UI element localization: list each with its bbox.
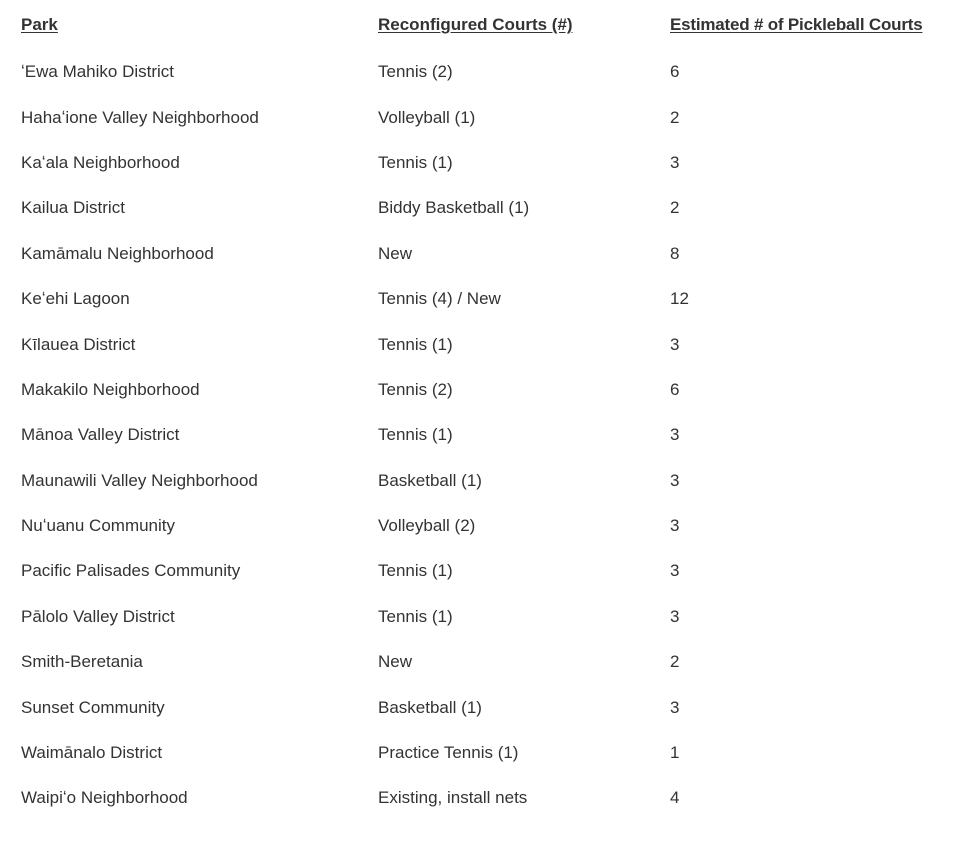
park-cell: Hahaʻione Valley Neighborhood	[21, 107, 259, 127]
table-header-row	[21, 0, 980, 49]
reconfigured-cell: Volleyball (1)	[378, 107, 476, 127]
table-row	[21, 49, 980, 94]
reconfigured-cell: Basketball (1)	[378, 470, 482, 490]
estimated-cell: 3	[670, 561, 680, 581]
reconfigured-cell: Tennis (4) / New	[378, 289, 501, 309]
estimated-cell: 3	[670, 516, 680, 536]
park-cell: Maunawili Valley Neighborhood	[21, 470, 258, 490]
table-row	[21, 684, 980, 729]
reconfigured-cell: Tennis (1)	[378, 152, 453, 172]
reconfigured-cell: Tennis (1)	[378, 561, 453, 581]
estimated-cell: 2	[670, 198, 680, 218]
reconfigured-cell: Tennis (1)	[378, 606, 453, 626]
park-cell: Waimānalo District	[21, 743, 163, 763]
table-row	[21, 231, 980, 276]
park-cell: Nuʻuanu Community	[21, 516, 176, 536]
table-row	[21, 276, 980, 321]
table-row	[21, 321, 980, 366]
estimated-cell: 3	[670, 334, 680, 354]
park-cell: ʻEwa Mahiko District	[21, 62, 175, 82]
estimated-cell: 12	[670, 289, 689, 309]
park-cell: Kamāmalu Neighborhood	[21, 243, 214, 263]
reconfigured-cell: Basketball (1)	[378, 697, 482, 717]
table-row	[21, 185, 980, 230]
estimated-cell: 3	[670, 470, 680, 490]
park-cell: Pacific Palisades Community	[21, 561, 241, 581]
park-cell: Kailua District	[21, 198, 125, 218]
estimated-cell: 6	[670, 379, 680, 399]
reconfigured-cell: Existing, install nets	[378, 788, 528, 808]
park-cell: Mānoa Valley District	[21, 425, 180, 445]
table-row	[21, 730, 980, 775]
table-row	[21, 367, 980, 412]
table-row	[21, 94, 980, 139]
reconfigured-cell: Tennis (1)	[378, 425, 453, 445]
table-row	[21, 594, 980, 639]
park-cell: Makakilo Neighborhood	[21, 379, 200, 399]
reconfigured-cell: Practice Tennis (1)	[378, 743, 519, 763]
table-row	[21, 639, 980, 684]
reconfigured-cell: Tennis (2)	[378, 62, 453, 82]
reconfigured-cell: Tennis (1)	[378, 334, 453, 354]
estimated-cell: 2	[670, 107, 680, 127]
park-cell: Keʻehi Lagoon	[21, 289, 130, 309]
header-estimated-courts: Estimated # of Pickleball Courts	[670, 15, 923, 34]
reconfigured-cell: New	[378, 243, 413, 263]
table-row	[21, 412, 980, 457]
estimated-cell: 8	[670, 243, 680, 263]
header-reconfigured-courts: Reconfigured Courts (#)	[378, 15, 573, 34]
park-cell: Sunset Community	[21, 697, 165, 717]
estimated-cell: 4	[670, 788, 680, 808]
park-cell: Waipiʻo Neighborhood	[21, 788, 188, 808]
reconfigured-cell: Biddy Basketball (1)	[378, 198, 530, 218]
park-cell: Kaʻala Neighborhood	[21, 152, 180, 172]
park-cell: Smith-Beretania	[21, 652, 143, 672]
table-row	[21, 503, 980, 548]
estimated-cell: 3	[670, 152, 680, 172]
estimated-cell: 6	[670, 62, 680, 82]
reconfigured-cell: New	[378, 652, 413, 672]
reconfigured-cell: Volleyball (2)	[378, 516, 476, 536]
table-row	[21, 548, 980, 593]
table-row	[21, 775, 980, 820]
table-row	[21, 458, 980, 503]
table-body	[21, 49, 980, 821]
estimated-cell: 1	[670, 743, 680, 763]
estimated-cell: 3	[670, 697, 680, 717]
estimated-cell: 3	[670, 606, 680, 626]
estimated-cell: 2	[670, 652, 680, 672]
reconfigured-cell: Tennis (2)	[378, 379, 453, 399]
table-row	[21, 140, 980, 185]
estimated-cell: 3	[670, 425, 680, 445]
pickleball-courts-table	[21, 0, 980, 821]
park-cell: Pālolo Valley District	[21, 606, 175, 626]
park-cell: Kīlauea District	[21, 334, 136, 354]
header-park: Park	[21, 15, 58, 34]
